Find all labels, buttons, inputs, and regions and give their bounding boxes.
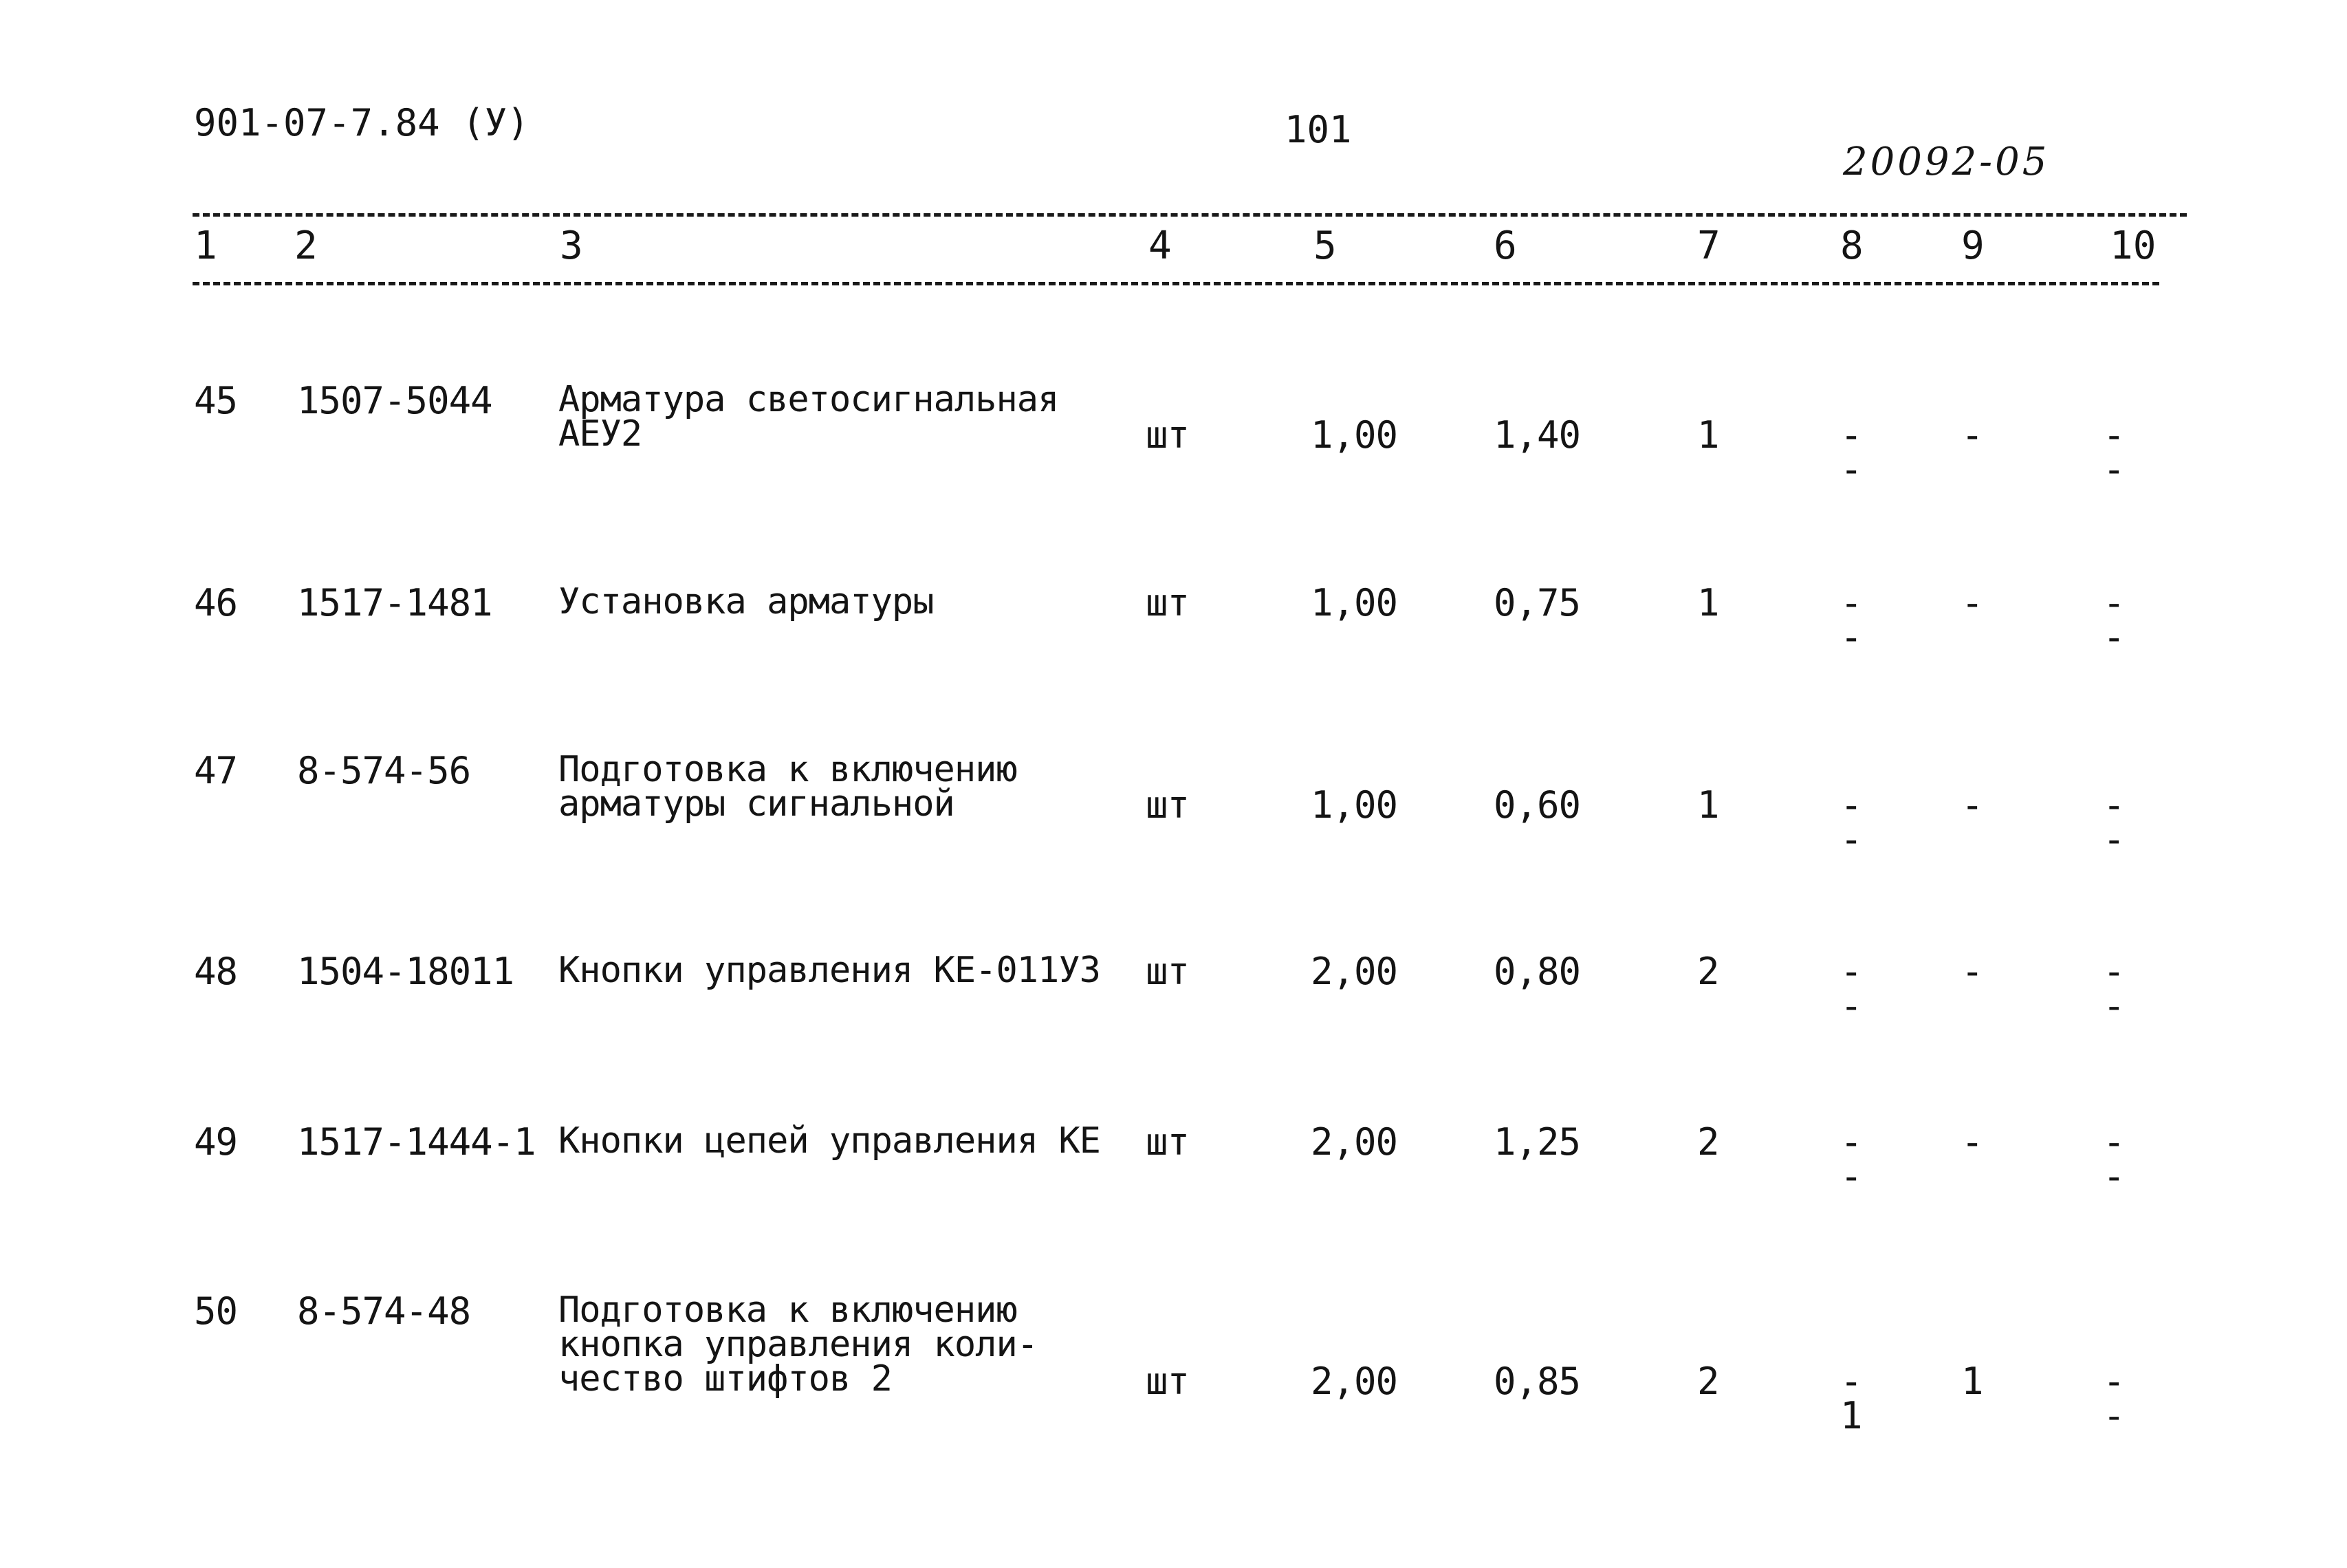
column-10-bottom: -: [2103, 448, 2125, 491]
unit: шт: [1146, 950, 1190, 993]
item-name: Установка арматуры: [558, 581, 934, 622]
row-number: 47: [194, 749, 238, 792]
column-9-value: -: [1961, 783, 1983, 827]
column-header-2: 2: [294, 224, 318, 268]
column-8-top: -: [1840, 950, 1862, 993]
column-7-value: 2: [1697, 1120, 1719, 1164]
column-7-value: 2: [1697, 1360, 1719, 1403]
column-10-bottom: -: [2103, 1394, 2125, 1437]
item-code: 8-574-48: [297, 1289, 471, 1333]
column-9-value: -: [1961, 581, 1983, 624]
quantity: 2,00: [1311, 1360, 1398, 1403]
column-header-1: 1: [194, 224, 217, 268]
quantity: 1,00: [1311, 783, 1398, 827]
column-10-top: -: [2103, 581, 2125, 624]
value: 0,60: [1494, 783, 1581, 827]
column-header-6: 6: [1494, 224, 1517, 268]
quantity: 2,00: [1311, 950, 1398, 993]
item-name: Кнопки цепей управления КЕ: [558, 1120, 1100, 1162]
item-code: 8-574-56: [297, 749, 471, 792]
column-header-8: 8: [1840, 224, 1864, 268]
column-10-top: -: [2103, 1360, 2125, 1403]
quantity: 1,00: [1311, 413, 1398, 457]
row-number: 45: [194, 379, 238, 422]
unit: шт: [1146, 783, 1190, 827]
column-header-7: 7: [1697, 224, 1721, 268]
item-code: 1517-1444-1: [297, 1120, 536, 1164]
item-name: Подготовка к включению арматуры сигнальной: [558, 749, 1017, 825]
column-8-top: -: [1840, 581, 1862, 624]
value: 1,25: [1494, 1120, 1581, 1164]
row-number: 50: [194, 1289, 238, 1333]
column-header-3: 3: [560, 224, 583, 268]
column-header-10: 10: [2110, 224, 2157, 268]
row-number: 48: [194, 950, 238, 993]
column-10-top: -: [2103, 1120, 2125, 1164]
unit: шт: [1146, 1360, 1190, 1403]
value: 0,80: [1494, 950, 1581, 993]
value: 1,40: [1494, 413, 1581, 457]
column-8-bottom: -: [1840, 448, 1862, 491]
quantity: 2,00: [1311, 1120, 1398, 1164]
column-10-bottom: -: [2103, 1155, 2125, 1198]
column-9-value: -: [1961, 1120, 1983, 1164]
column-7-value: 1: [1697, 581, 1719, 624]
unit: шт: [1146, 413, 1190, 457]
value: 0,85: [1494, 1360, 1581, 1403]
page-number: 101: [1285, 108, 1352, 151]
column-7-value: 1: [1697, 413, 1719, 457]
column-10-top: -: [2103, 783, 2125, 827]
item-code: 1504-18011: [297, 950, 514, 993]
column-9-value: -: [1961, 413, 1983, 457]
item-name: Кнопки управления КЕ-011УЗ: [558, 950, 1100, 991]
column-9-value: -: [1961, 950, 1983, 993]
column-8-bottom: 1: [1840, 1394, 1862, 1437]
column-10-bottom: -: [2103, 984, 2125, 1027]
value: 0,75: [1494, 581, 1581, 624]
column-8-top: -: [1840, 1360, 1862, 1403]
column-10-top: -: [2103, 950, 2125, 993]
column-8-bottom: -: [1840, 1155, 1862, 1198]
document-code: 901-07-7.84 (У): [194, 101, 530, 144]
item-name: Арматура светосигнальная АЕУ2: [558, 379, 1059, 455]
header-rule-top: [193, 213, 2187, 217]
column-header-9: 9: [1961, 224, 1985, 268]
column-8-top: -: [1840, 783, 1862, 827]
row-number: 49: [194, 1120, 238, 1164]
column-9-value: 1: [1961, 1360, 1983, 1403]
row-number: 46: [194, 581, 238, 624]
item-code: 1507-5044: [297, 379, 492, 422]
unit: шт: [1146, 581, 1190, 624]
handwritten-number: 20092-05: [1843, 140, 2050, 184]
column-7-value: 1: [1697, 783, 1719, 827]
column-10-top: -: [2103, 413, 2125, 457]
item-code: 1517-1481: [297, 581, 492, 624]
column-8-top: -: [1840, 1120, 1862, 1164]
column-10-bottom: -: [2103, 616, 2125, 659]
item-name: Подготовка к включению кнопка управления коли- чество штифтов 2: [558, 1289, 1038, 1400]
column-header-4: 4: [1148, 224, 1172, 268]
column-8-bottom: -: [1840, 984, 1862, 1027]
header-rule-bottom: [193, 282, 2159, 285]
column-7-value: 2: [1697, 950, 1719, 993]
column-8-bottom: -: [1840, 616, 1862, 659]
column-10-bottom: -: [2103, 818, 2125, 861]
column-header-5: 5: [1313, 224, 1337, 268]
column-8-top: -: [1840, 413, 1862, 457]
quantity: 1,00: [1311, 581, 1398, 624]
column-8-bottom: -: [1840, 818, 1862, 861]
unit: шт: [1146, 1120, 1190, 1164]
